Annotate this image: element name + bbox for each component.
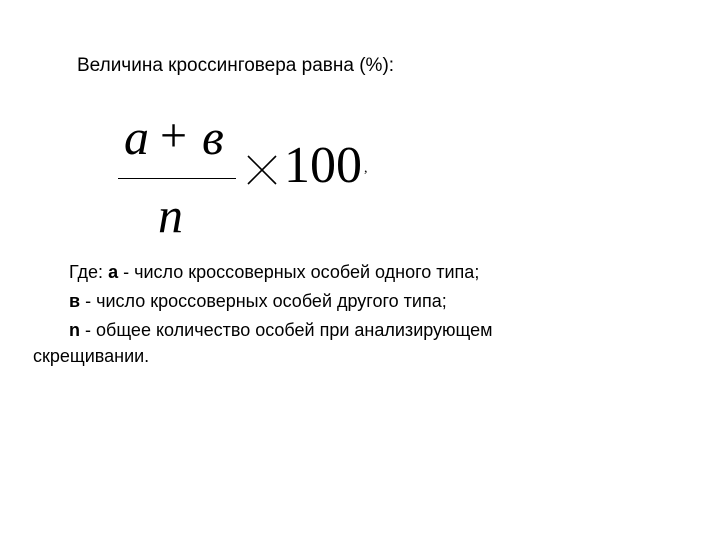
plus-operator: +: [160, 109, 188, 162]
definition-separator: -: [118, 262, 135, 282]
definition-symbol: а: [108, 262, 119, 282]
formula-heading: Величина кроссинговера равна (%):: [77, 55, 395, 76]
definition-n-continuation: скрещивании.: [33, 346, 150, 366]
definition-n: [69, 318, 493, 342]
definition-text: число кроссоверных особей другого типа;: [96, 291, 447, 311]
definition-intro: Где:: [69, 262, 104, 282]
definition-symbol: в: [69, 291, 81, 311]
denominator-variable-n: n: [158, 187, 183, 243]
definition-separator: -: [80, 291, 97, 311]
fraction-bar: [118, 178, 236, 179]
definition-text: общее количество особей при анализирующем: [96, 320, 493, 340]
numerator-variable-b: в: [202, 109, 224, 165]
multiply-icon: [242, 150, 282, 190]
definition-text: число кроссоверных особей одного типа;: [134, 262, 480, 282]
numerator-variable-a: а: [124, 109, 149, 165]
definition-separator: -: [80, 320, 96, 340]
formula-trailing-comma: ,: [364, 161, 368, 176]
crossover-formula: [110, 108, 390, 243]
definition-symbol: n: [69, 320, 80, 340]
definition-b: [69, 289, 447, 313]
definition-a: [69, 260, 479, 284]
multiplier-100: 100: [284, 137, 362, 194]
